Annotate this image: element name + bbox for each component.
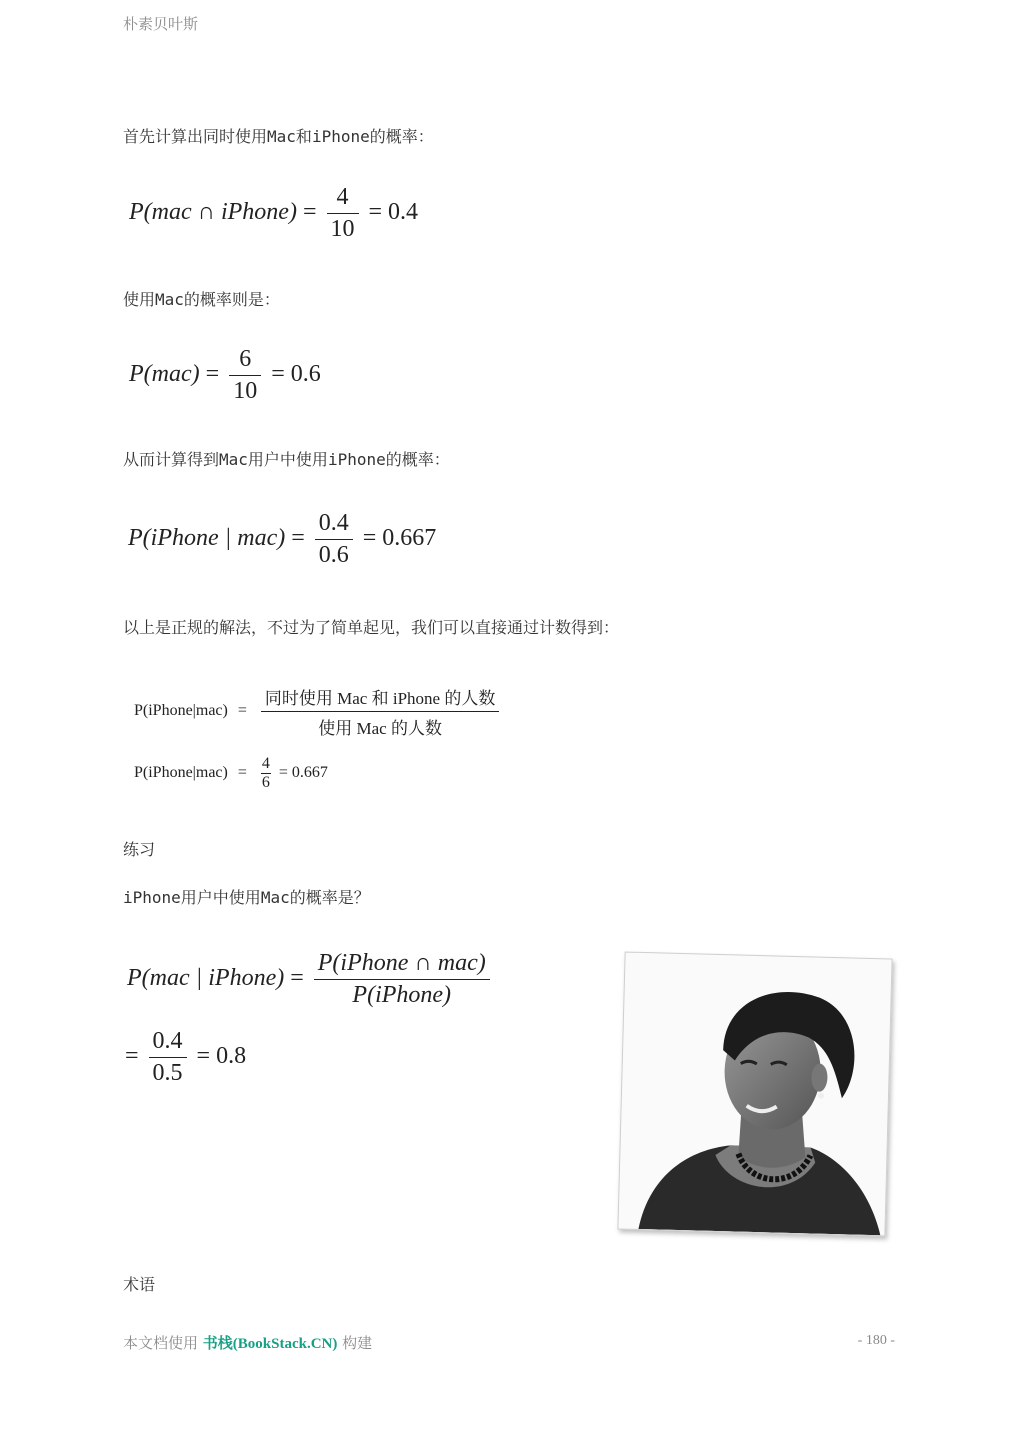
portrait-photo	[617, 952, 892, 1237]
numerator: 4	[261, 755, 270, 772]
paragraph-conditional	[123, 447, 450, 470]
fraction	[315, 510, 353, 569]
text: 从而计算得到	[123, 450, 220, 469]
numerator: P(iPhone ∩ mac)	[317, 950, 486, 976]
fraction	[327, 184, 359, 243]
text: 的概率：	[369, 127, 434, 146]
text: iPhone	[311, 127, 370, 146]
formula-joint	[129, 184, 418, 243]
footer-prefix: 本文档使用	[123, 1334, 199, 1352]
symbol: P	[127, 965, 142, 992]
denominator: P(iPhone)	[352, 982, 452, 1008]
symbol: =	[205, 361, 220, 388]
symbol: =	[125, 1043, 139, 1070]
page-number: - 180 -	[857, 1333, 895, 1348]
numerator: 4	[336, 184, 349, 210]
result: = 0.8	[196, 1043, 247, 1070]
symbol: =	[302, 199, 317, 226]
fraction	[229, 346, 261, 405]
paragraph-joint-probability	[123, 124, 434, 147]
numerator: 0.4	[152, 1028, 183, 1054]
result: = 0.667	[278, 764, 328, 782]
formula-count-words	[134, 684, 503, 739]
text: 的概率：	[385, 450, 450, 469]
formula-mac	[129, 346, 321, 405]
denominator: 6	[261, 774, 270, 791]
fraction	[261, 755, 271, 792]
numerator: 6	[239, 346, 252, 372]
page-footer	[123, 1332, 372, 1353]
denominator: 10	[330, 216, 355, 242]
symbol: P	[129, 361, 144, 388]
text: iPhone	[123, 888, 181, 907]
text: 首先计算出同时使用	[123, 127, 268, 146]
bookstack-link[interactable]: 书栈(BookStack.CN)	[202, 1336, 338, 1352]
formula-result	[125, 1028, 246, 1087]
fraction	[261, 684, 499, 739]
symbol: P	[128, 525, 143, 552]
text: Mac	[260, 888, 290, 907]
fraction	[314, 950, 490, 1009]
symbol: =	[291, 525, 305, 552]
result: = 0.667	[362, 525, 437, 552]
text: 使用	[123, 290, 156, 309]
denominator: 使用 Mac 的人数	[318, 719, 442, 738]
exercise-heading: 练习	[123, 840, 156, 859]
formula-mac-given-iphone	[127, 950, 494, 1009]
text: 用户中使用	[180, 888, 261, 907]
denominator: 10	[233, 378, 258, 404]
denominator: 0.6	[318, 542, 349, 568]
symbol: (iPhone | mac)	[142, 525, 286, 552]
symbol: P	[129, 199, 144, 226]
paragraph-counting: 以上是正规的解法，不过为了简单起见，我们可以直接通过计数得到：	[123, 618, 620, 637]
symbol: =	[290, 965, 304, 992]
paragraph-mac-probability	[123, 287, 280, 310]
symbol: P(iPhone|mac)	[134, 702, 228, 720]
symbol: (mac | iPhone)	[141, 965, 285, 992]
terms-heading: 术语	[123, 1275, 156, 1294]
text: 用户中使用	[247, 450, 328, 469]
symbol: =	[237, 702, 247, 720]
woman-portrait-image	[618, 953, 891, 1236]
symbol: =	[237, 764, 247, 782]
numerator: 同时使用 Mac 和 iPhone 的人数	[264, 689, 496, 708]
text: Mac	[155, 290, 184, 309]
denominator: 0.5	[152, 1060, 183, 1086]
page-header: 朴素贝叶斯	[123, 15, 199, 33]
symbol: (mac)	[143, 361, 200, 388]
formula-count-numbers	[134, 755, 328, 792]
text: Mac	[219, 450, 248, 469]
symbol: (mac ∩ iPhone)	[143, 199, 297, 226]
text: 的概率则是：	[183, 290, 280, 309]
result: = 0.6	[271, 361, 321, 388]
result: = 0.4	[368, 199, 419, 226]
fraction	[149, 1028, 187, 1087]
formula-iphone-given-mac	[128, 510, 436, 569]
text: Mac	[267, 127, 296, 146]
symbol: P(iPhone|mac)	[134, 764, 228, 782]
numerator: 0.4	[318, 510, 349, 536]
paragraph-exercise-question	[123, 885, 370, 908]
text: iPhone	[327, 450, 386, 469]
text: 的概率是？	[289, 888, 370, 907]
footer-suffix: 构建	[342, 1334, 373, 1352]
text: 和	[295, 127, 312, 146]
